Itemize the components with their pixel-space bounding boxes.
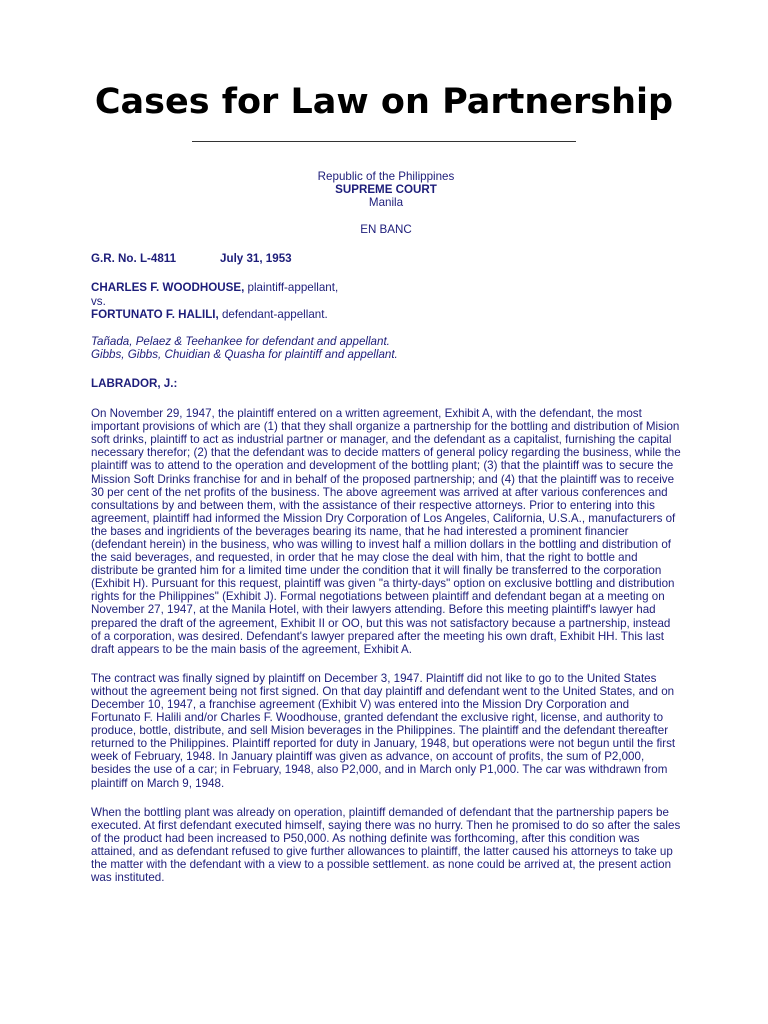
document-title: Cases for Law on Partnership xyxy=(94,82,674,122)
decision-date: July 31, 1953 xyxy=(220,252,292,266)
plaintiff-role: plaintiff-appellant, xyxy=(244,281,339,295)
court-heading xyxy=(91,170,681,236)
spacer xyxy=(91,390,681,407)
spacer xyxy=(91,790,681,806)
counsel-plaintiff: Gibbs, Gibbs, Chuidian & Quasha for plaintiff and appellant. xyxy=(91,347,398,361)
court-name: SUPREME COURT xyxy=(335,183,437,197)
spacer xyxy=(91,656,681,672)
case-number-line xyxy=(91,252,681,265)
spacer xyxy=(91,321,681,335)
defendant-role: defendant-appellant. xyxy=(218,307,328,321)
plaintiff-name: CHARLES F. WOODHOUSE, xyxy=(91,281,245,295)
spacer xyxy=(91,361,681,377)
court-city: Manila xyxy=(368,196,404,210)
body-paragraph-2: The contract was finally signed by plaintiff on December 3, 1947. Plaintiff did not like to go to the United States without the agreement being not first signed. On that day plaintiff and defendant went to the United States, and on December 10, 1947, a franchise agreement (Exhibit V) was entered into the Mission Dry Corporation and Fortunato F. Halili and/or Charles F. Woodhouse, granted defendant the exclusive right, license, and authority to produce, bottle, distribute, and sell Mision beverages in the Philippines. The plaintiff and the defendant thereafter returned to the Philippines. Plaintiff reported for duty in January, 1948, but operations were not begun until the first week of February, 1948. In January plaintiff was given as advance, on account of profits, the sum of P2,000, besides the use of a car; in February, 1948, also P2,000, and in March only P1,000. The car was withdrawn from plaintiff on March 9, 1948. xyxy=(91,671,676,790)
body-paragraph-1: On November 29, 1947, the plaintiff entered on a written agreement, Exhibit A, with the defendant, the most important provisions of which are (1) that they shall organize a partnership for the bottling and distribution of Mision soft drinks, plaintiff to act as industrial partner or manager, and the defendant as a capitalist, furnishing the capital necessary therefor; (2) that the defendant was to decide matters of general policy regarding the business, while the plaintiff was to attend to the operation and development of the bottling plant; (3) that the plaintiff was to secure the Mission Soft Drinks franchise for and in behalf of the proposed partnership; and (4) that the plaintiff was to receive 30 per cent of the net profits of the business. The above agreement was arrived at after various conferences and consultations by and between them, with the assistance of their respective attorneys. Prior to entering into this agreement, plaintiff had informed the Mission Dry Corporation of Los Angeles, California, U.S.A., manufacturers of the bases and ingridients of the beverages bearing its name, that he had interested a prominent financier (defendant herein) in the business, who was willing to invest half a million dollars in the bottling and distribution of the said beverages, and requested, in order that he may close the deal with him, that the right to bottle and distribute be granted him for a limited time under the condition that it will finally be transferred to the corporation (Exhibit H). Pursuant for this request, plaintiff was given "a thirty-days" option on exclusive bottling and distribution rights for the Philippines" (Exhibit J). Formal negotiations between plaintiff and defendant began at a meeting on November 27, 1947, at the Manila Hotel, with their lawyers attending. Before this meeting plaintiff's lawyer had prepared the draft of the agreement, Exhibit II or OO, but this was not satisfactory because a partnership, instead of a corporation, was desired. Defendant's lawyer prepared after the meeting his own draft, Exhibit HH. This last draft appears to be the main basis of the agreement, Exhibit A. xyxy=(91,407,681,656)
ponente: LABRADOR, J.: xyxy=(91,376,178,390)
versus-line: vs. xyxy=(91,294,106,308)
plaintiff-line xyxy=(91,281,681,294)
republic-line: Republic of the Philippines xyxy=(317,170,455,183)
gr-number: G.R. No. L-4811 xyxy=(91,252,177,266)
spacer xyxy=(91,209,681,223)
counsel-block xyxy=(91,335,681,361)
defendant-line xyxy=(91,308,681,321)
body-paragraph-3: When the bottling plant was already on operation, plaintiff demanded of defendant that the partnership papers be executed. At first defendant executed himself, saying there was no hurry. Then he promised to do so after the sales of the product had been increased to P50,000. As nothing definite was forthcoming, after this condition was attained, and as defendant refused to give further allowances to plaintiff, the latter caused his attorneys to take up the matter with the defendant with a view to a possible settlement. as none could be arrived at, the present action was instituted. xyxy=(91,805,681,885)
defendant-name: FORTUNATO F. HALILI, xyxy=(91,307,219,321)
spacer xyxy=(91,265,681,281)
spacer xyxy=(91,236,681,252)
parties xyxy=(91,281,681,320)
court-division: EN BANC xyxy=(360,223,412,237)
counsel-defendant: Tañada, Pelaez & Teehankee for defendant and appellant. xyxy=(91,334,390,348)
case-document xyxy=(91,170,681,884)
title-divider xyxy=(192,141,576,142)
